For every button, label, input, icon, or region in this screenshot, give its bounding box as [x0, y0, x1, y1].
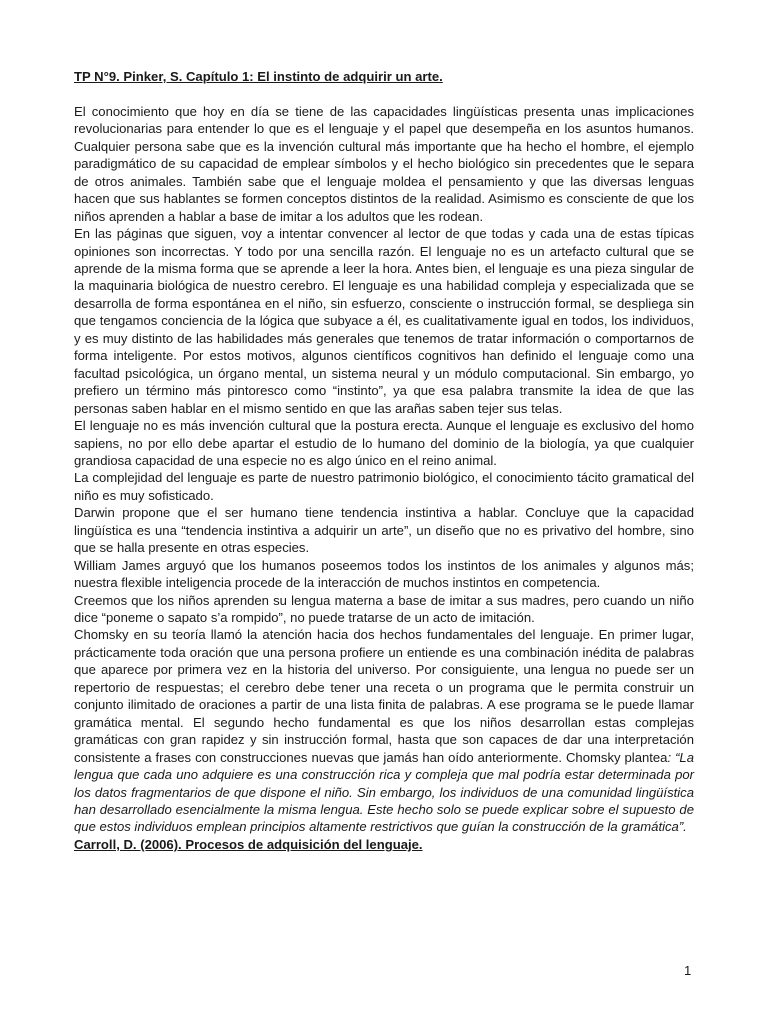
paragraph-cultural-invention: El lenguaje no es más invención cultural que la postura erecta. Aunque el lenguaje es exclusivo del homo sapiens, no por ello debe apartar el estudio de lo humano del dominio de la biología, ya que cualquier grandiosa capacidad de una especie no es algo único en el reino animal. — [74, 418, 694, 468]
paragraph-complexity: La complejidad del lenguaje es parte de nuestro patrimonio biológico, el conocimiento tácito gramatical del niño es muy sofisticado. — [74, 470, 694, 503]
paragraph-imitation: Creemos que los niños aprenden su lengua materna a base de imitar a sus madres, pero cuando un niño dice “poneme o sapato s’a rompido”, no puede tratarse de un acto de imitación. — [74, 592, 694, 626]
section-heading-carroll: Carroll, D. (2006). Procesos de adquisición del lenguaje. — [74, 836, 423, 852]
chomsky-quote: : “La lengua que cada uno adquiere es una construcción rica y compleja que mal podría estar determinada por los datos fragmentarios de que dispone el niño. Sin embargo, los individuos de una comunidad lingüística han desarrollado esencialmente la misma lengua. Este hecho solo se puede explicar sobre el supuesto de que estos individuos emplean principios altamente restrictivos que guían la construcción de la gramática”. — [74, 749, 694, 835]
paragraph-chomsky — [74, 626, 694, 835]
paragraph-darwin: Darwin propone que el ser humano tiene tendencia instintiva a hablar. Concluye que la capacidad lingüística es una “tendencia instintiva a adquirir un arte”, un diseño que no es privativo del hombre, sino que se halla presente en otras especies. — [74, 505, 694, 556]
chomsky-text: Chomsky en su teoría llamó la atención hacia dos hechos fundamentales del lenguaje. En primer lugar, prácticamente toda oración que una persona profiere un entiende es una combinación inédita de palabras que aparece por primera vez en la historia del universo. Por consiguiente, una lengua no puede ser un repertorio de respuestas; el cerebro debe tener una receta o un programa que le permita construir un conjunto ilimitado de oraciones a partir de una lista finita de palabras. A ese programa se le puede llamar gramática mental. El segundo hecho fundamental es que los niños desarrollan estas complejas gramáticas con gran rapidez y sin instrucción formal, hasta que son capaces de dar una interpretación consistente a frases con construcciones nuevas que jamás han oído anteriormente. Chomsky plantea — [74, 627, 694, 765]
document-page — [74, 68, 694, 853]
paragraph-william-james: William James arguyó que los humanos poseemos todos los instintos de los animales y algunos más; nuestra flexible inteligencia procede de la interacción de muchos instintos en competencia. — [74, 557, 694, 591]
blank-line — [74, 85, 694, 102]
paragraph-intro: El conocimiento que hoy en día se tiene de las capacidades lingüísticas presenta unas implicaciones revolucionarias para entender lo que es el lenguaje y el papel que desempeña en los asuntos humanos. Cualquier persona sabe que es la invención cultural más importante que ha hecho el hombre, el ejemplo paradigmático de su capacidad de emplear símbolos y el hecho biológico sin precedentes que le separa de otros animales. También sabe que el lenguaje moldea el pensamiento y que las diversas lenguas hacen que sus hablantes se formen conceptos distintos de la realidad. Asimismo es consciente de que los niños aprenden a hablar a base de imitar a los adultos que les rodean. — [74, 103, 694, 224]
paragraph-instinct: En las páginas que siguen, voy a intentar convencer al lector de que todas y cada una de estas típicas opiniones son incorrectas. Y todo por una sencilla razón. El lenguaje no es un artefacto cultural que se aprende de la misma forma que se aprende a leer la hora. Antes bien, el lenguaje es una pieza singular de la maquinaria biológica de nuestro cerebro. El lenguaje es una habilidad compleja y especializada que se desarrolla de forma espontánea en el niño, sin esfuerzo, consciente o instrucción formal, se despliega sin que tengamos conciencia de la lógica que subyace a él, es cualitativamente igual en todos, los individuos, y es muy distinto de las habilidades más generales que tenemos de tratar información o comportarnos de forma inteligente. Por estos motivos, algunos científicos cognitivos han definido el lenguaje como una facultad psicológica, un órgano mental, un sistema neural y un módulo computacional. Sin embargo, yo prefiero un término más pintoresco como “instinto”, ya que esa palabra transmite la idea de que las personas saben hablar en el mismo sentido en que las arañas saben tejer sus telas. — [74, 226, 694, 416]
page-number: 1 — [684, 963, 692, 978]
document-title: TP N°9. Pinker, S. Capítulo 1: El instinto de adquirir un arte. — [74, 69, 443, 84]
